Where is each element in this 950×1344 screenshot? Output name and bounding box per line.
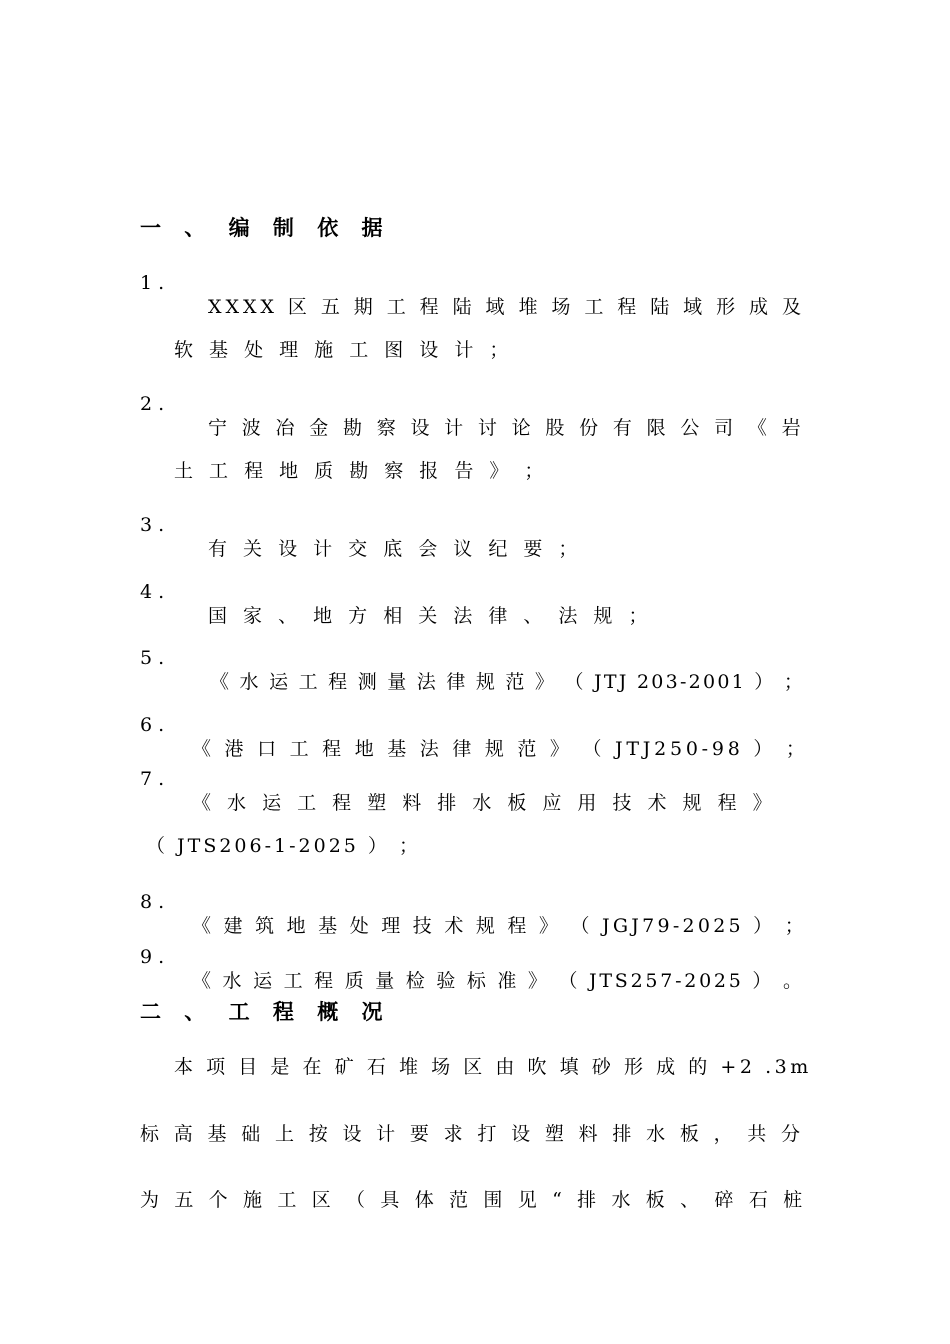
basis-item-1: 1 . XXXX 区 五 期 工 程 陆 域 堆 场 工 程 陆 域 形 成 及	[140, 272, 805, 318]
basis-item-7: 7 . 《 水 运 工 程 塑 料 排 水 板 应 用 技 术 规 程 》	[140, 768, 777, 814]
basis-item-5: 5 . 《 水 运 工 程 测 量 法 律 规 范 》 （ JTJ 203-2001 ） ；	[140, 647, 806, 693]
basis-item-4: 4 . 国 家 、 地 方 相 关 法 律 、 法 规 ；	[140, 581, 653, 627]
basis-item-9: 9 . 《 水 运 工 程 质 量 检 验 标 准 》 （ JTS257-2025 ） 。	[140, 946, 805, 992]
basis-item-2: 2 . 宁 波 冶 金 勘 察 设 计 讨 论 股 份 有 限 公 司 《 岩	[140, 393, 805, 439]
overview-line-1: 本 项 目 是 在 矿 石 堆 场 区 由 吹 填 砂 形 成 的 +2 .3m	[174, 1056, 812, 1078]
basis-item-3: 3 . 有 关 设 计 交 底 会 议 纪 要 ；	[140, 514, 583, 560]
basis-item-7-cont: （ JTS206-1-2025 ） ；	[146, 835, 421, 857]
basis-item-8: 8 . 《 建 筑 地 基 处 理 技 术 规 程 》 （ JGJ79-2025 ） ；	[140, 891, 807, 937]
overview-line-3: 为 五 个 施 工 区 （ 具 体 范 围 见 “ 排 水 板 、 碎 石 桩	[140, 1189, 807, 1211]
section-heading-overview: 二 、 工 程 概 况	[140, 1000, 391, 1024]
basis-item-1-cont: 软 基 处 理 施 工 图 设 计 ；	[174, 339, 514, 361]
basis-item-2-cont: 土 工 程 地 质 勘 察 报 告 》 ；	[174, 460, 549, 482]
basis-item-6: 6 . 《 港 口 工 程 地 基 法 律 规 范 》 （ JTJ250-98 ） ；	[140, 714, 809, 760]
section-heading-basis: 一 、 编 制 依 据	[140, 216, 391, 240]
overview-line-2: 标 高 基 础 上 按 设 计 要 求 打 设 塑 料 排 水 板 ， 共 分	[140, 1123, 805, 1145]
